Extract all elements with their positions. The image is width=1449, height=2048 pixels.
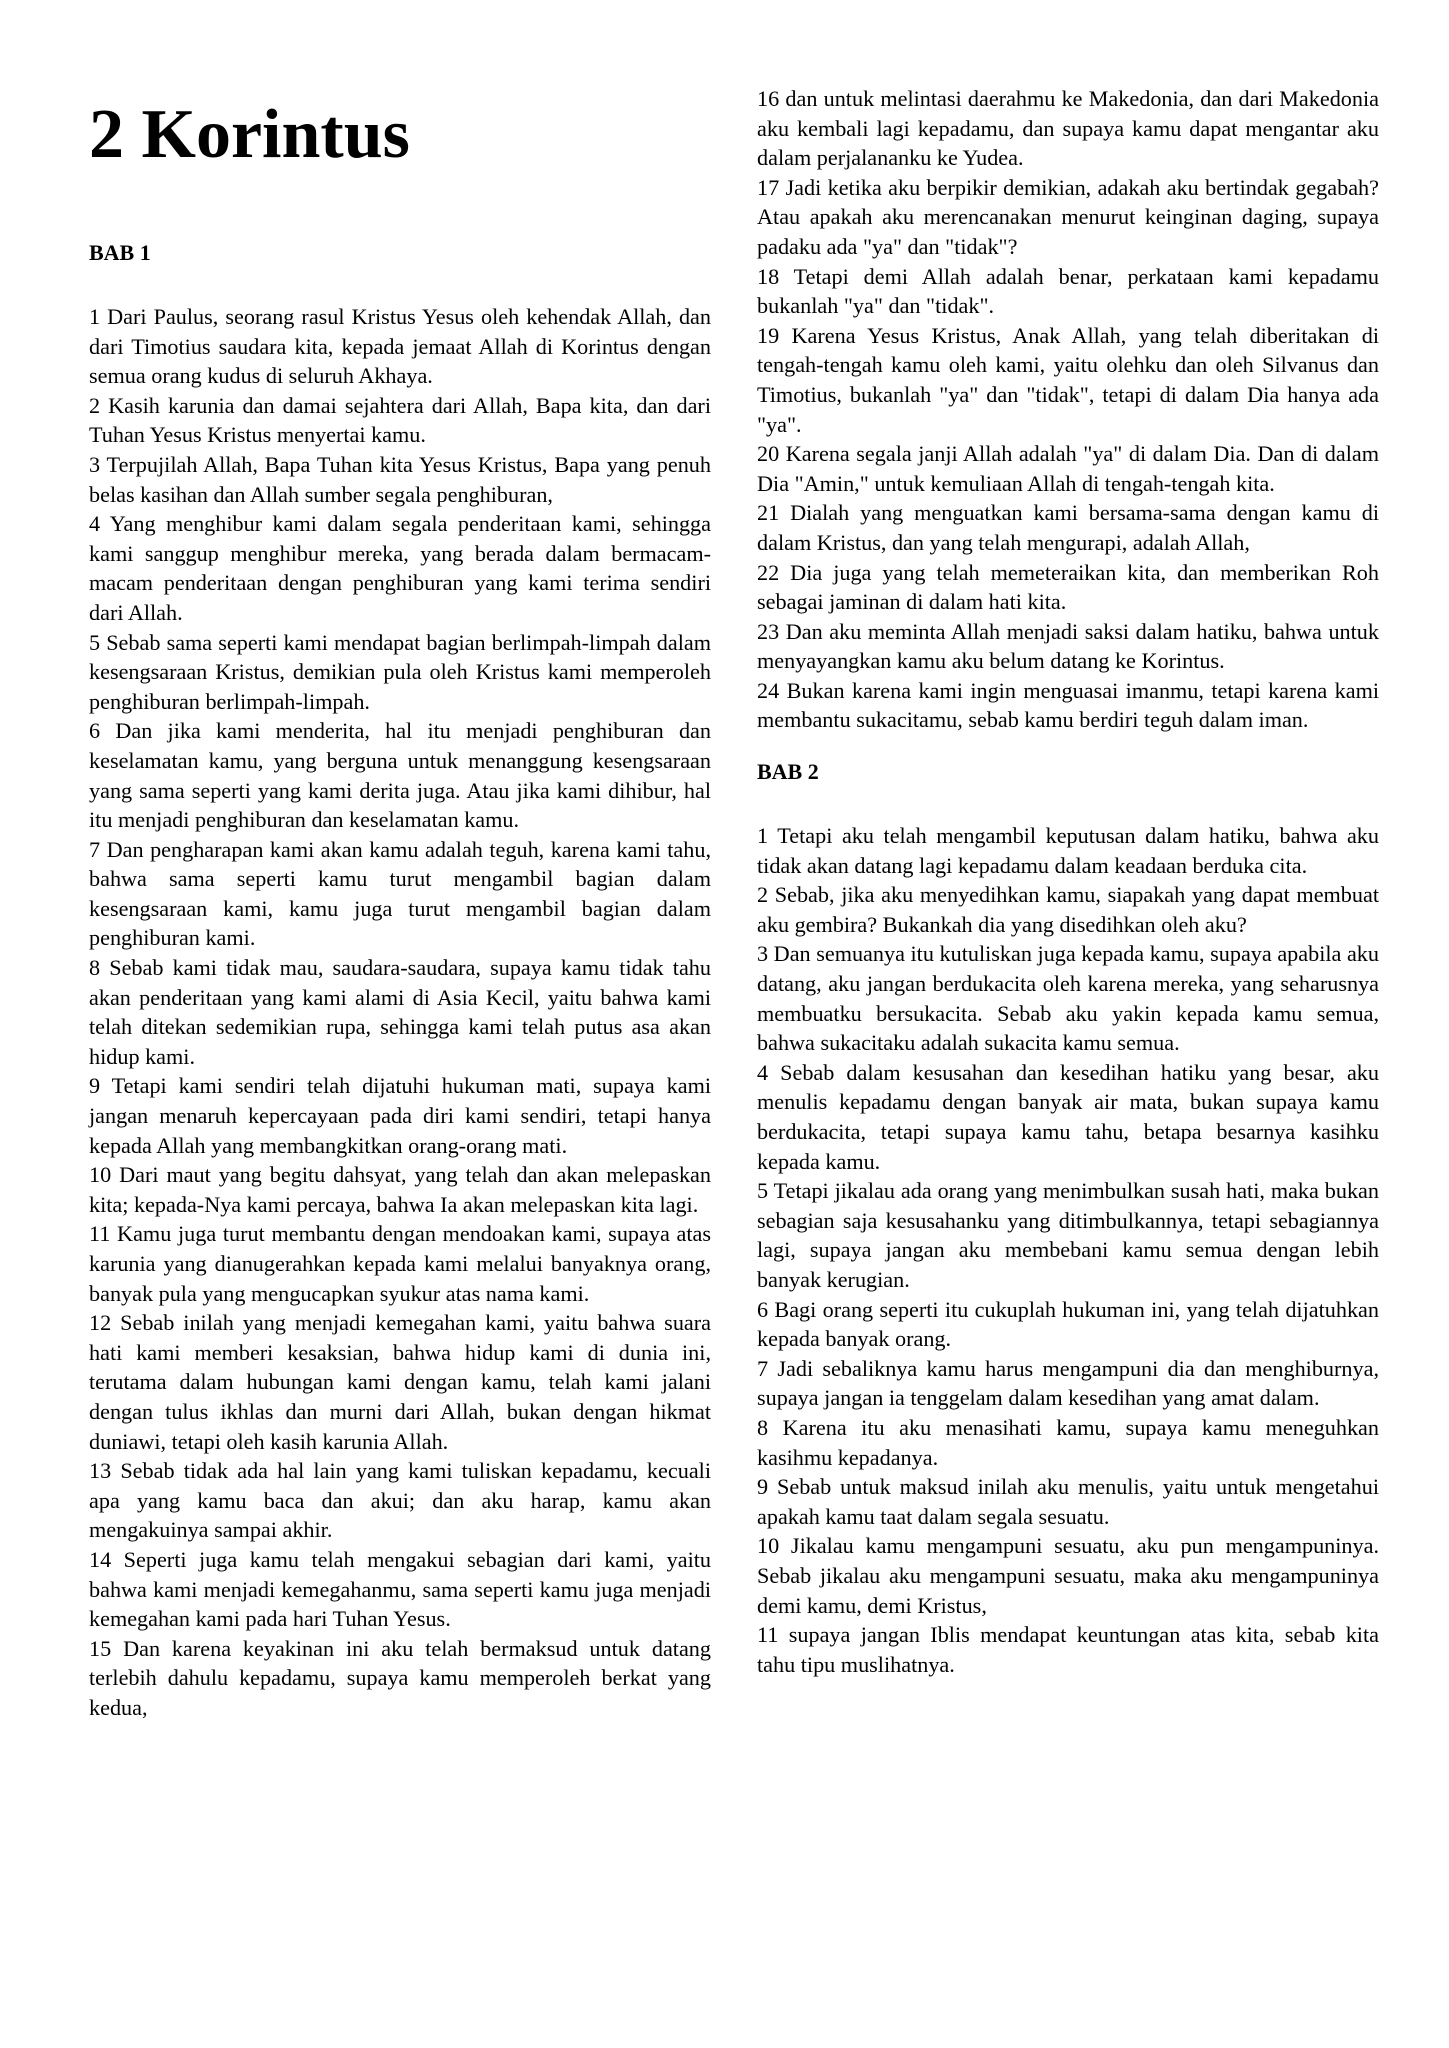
verse: 4 Sebab dalam kesusahan dan kesedihan hatiku yang besar, aku menulis kepadamu dengan banyak air mata, bukan supaya kamu berdukacita, tetapi supaya kamu tahu, betapa besarnya kasihku kepada kamu. <box>757 1059 1379 1174</box>
verse: 11 Kamu juga turut membantu dengan mendoakan kami, supaya atas karunia yang dianugerahkan kepada kami melalui banyaknya orang, banyak pula yang mengucapkan syukur atas nama kami. <box>89 1221 711 1306</box>
verse: 7 Dan pengharapan kami akan kamu adalah teguh, karena kami tahu, bahwa sama seperti kamu turut mengambil bagian dalam kesengsaraan kami, kamu juga turut mengambil bagian dalam penghiburan kami. <box>89 836 711 951</box>
verse: 6 Bagi orang seperti itu cukuplah hukuman ini, yang telah dijatuhkan kepada banyak orang. <box>757 1296 1379 1352</box>
book-title: 2 Korintus <box>89 96 410 173</box>
verse: 10 Jikalau kamu mengampuni sesuatu, aku pun mengampuninya. Sebab jikalau aku mengampuni sesuatu, maka aku mengampuninya demi kamu, demi Kristus, <box>757 1533 1379 1618</box>
verse: 4 Yang menghibur kami dalam segala penderitaan kami, sehingga kami sanggup menghibur mereka, yang berada dalam bermacam-macam penderitaan dengan penghiburan yang kami terima sendiri dari Allah. <box>89 511 711 625</box>
verse: 11 supaya jangan Iblis mendapat keuntungan atas kita, sebab kita tahu tipu muslihatnya. <box>757 1622 1379 1677</box>
verse: 23 Dan aku meminta Allah menjadi saksi dalam hatiku, bahwa untuk menyayangkan kamu aku belum datang ke Korintus. <box>757 618 1379 674</box>
verse: 8 Sebab kami tidak mau, saudara-saudara, supaya kamu tidak tahu akan penderitaan yang kami alami di Asia Kecil, yaitu bahwa kami telah ditekan sedemikian rupa, sehingga kami telah putus asa akan hidup kami. <box>89 955 711 1069</box>
verse: 24 Bukan karena kami ingin menguasai imanmu, tetapi karena kami membantu sukacitamu, sebab kamu berdiri teguh dalam iman. <box>757 677 1379 733</box>
verse: 9 Sebab untuk maksud inilah aku menulis, yaitu untuk mengetahui apakah kamu taat dalam segala sesuatu. <box>757 1474 1379 1529</box>
verse: 19 Karena Yesus Kristus, Anak Allah, yang telah diberitakan di tengah-tengah kamu oleh kami, yaitu olehku dan oleh Silvanus dan Timotius, bukanlah "ya" dan "tidak", tetapi di dalam Dia hanya ada "ya". <box>757 322 1379 437</box>
verse: 10 Dari maut yang begitu dahsyat, yang telah dan akan melepaskan kita; kepada-Nya kami percaya, bahwa Ia akan melepaskan kita lagi. <box>89 1162 711 1217</box>
verse: 15 Dan karena keyakinan ini aku telah bermaksud untuk datang terlebih dahulu kepadamu, supaya kamu memperoleh berkat yang kedua, <box>89 1635 711 1720</box>
chapter-heading-bab-1: BAB 1 <box>89 240 151 265</box>
verse: 3 Dan semuanya itu kutuliskan juga kepada kamu, supaya apabila aku datang, aku jangan berdukacita oleh karena mereka, yang seharusnya membuatku bersukacita. Sebab aku yakin kepada kamu semua, bahwa sukacitaku adalah sukacita kamu semua. <box>757 941 1379 1056</box>
verse: 6 Dan jika kami menderita, hal itu menjadi penghiburan dan keselamatan kamu, yang berguna untuk menanggung kesengsaraan yang sama seperti yang kami derita juga. Atau jika kami dihibur, hal itu menjadi penghiburan dan keselamatan kamu. <box>89 718 711 833</box>
verse: 5 Sebab sama seperti kami mendapat bagian berlimpah-limpah dalam kesengsaraan Kristus, demikian pula oleh Kristus kami memperoleh penghiburan berlimpah-limpah. <box>89 629 711 714</box>
verse: 1 Tetapi aku telah mengambil keputusan dalam hatiku, bahwa aku tidak akan datang lagi kepadamu dalam keadaan berduka cita. <box>757 823 1379 878</box>
verse: 14 Seperti juga kamu telah mengakui sebagian dari kami, yaitu bahwa kami menjadi kemegahanmu, sama seperti kamu juga menjadi kemegahan kami pada hari Tuhan Yesus. <box>89 1546 711 1632</box>
verse: 16 dan untuk melintasi daerahmu ke Makedonia, dan dari Makedonia aku kembali lagi kepadamu, dan supaya kamu dapat mengantar aku dalam perjalananku ke Yudea. <box>757 86 1379 171</box>
verse: 7 Jadi sebaliknya kamu harus mengampuni dia dan menghiburnya, supaya jangan ia tenggelam dalam kesedihan yang amat dalam. <box>757 1355 1379 1411</box>
verse: 9 Tetapi kami sendiri telah dijatuhi hukuman mati, supaya kami jangan menaruh kepercayaan pada diri kami sendiri, tetapi hanya kepada Allah yang membangkitkan orang-orang mati. <box>89 1073 711 1158</box>
verse: 22 Dia juga yang telah memeteraikan kita, dan memberikan Roh sebagai jaminan di dalam hati kita. <box>757 559 1379 615</box>
verse: 21 Dialah yang menguatkan kami bersama-sama dengan kamu di dalam Kristus, dan yang telah mengurapi, adalah Allah, <box>757 500 1379 555</box>
verse: 8 Karena itu aku menasihati kamu, supaya kamu meneguhkan kasihmu kepadanya. <box>757 1414 1379 1470</box>
left-column <box>89 84 711 1723</box>
verse: 12 Sebab inilah yang menjadi kemegahan kami, yaitu bahwa suara hati kami memberi kesaksian, bahwa hidup kami di dunia ini, terutama dalam hubungan kami dengan kamu, telah kami jalani dengan tulus ikhlas dan murni dari Allah, bukan dengan hikmat duniawi, tetapi oleh kasih karunia Allah. <box>89 1310 711 1454</box>
verse: 2 Kasih karunia dan damai sejahtera dari Allah, Bapa kita, dan dari Tuhan Yesus Kristus menyertai kamu. <box>89 392 711 448</box>
right-column <box>757 84 1379 1679</box>
chapter-heading-bab-2: BAB 2 <box>757 759 819 785</box>
verse: 3 Terpujilah Allah, Bapa Tuhan kita Yesus Kristus, Bapa yang penuh belas kasihan dan Allah sumber segala penghiburan, <box>89 451 711 507</box>
verse: 5 Tetapi jikalau ada orang yang menimbulkan susah hati, maka bukan sebagian saja kesusahanku yang ditimbulkannya, tetapi sebagiannya lagi, supaya jangan aku membebani kamu semua dengan lebih banyak kerugian. <box>757 1178 1379 1292</box>
verse: 17 Jadi ketika aku berpikir demikian, adakah aku bertindak gegabah? Atau apakah aku merencanakan menurut keinginan daging, supaya padaku ada "ya" dan "tidak"? <box>757 174 1379 259</box>
verse: 2 Sebab, jika aku menyedihkan kamu, siapakah yang dapat membuat aku gembira? Bukankah dia yang disedihkan oleh aku? <box>757 882 1379 937</box>
verse: 18 Tetapi demi Allah adalah benar, perkataan kami kepadamu bukanlah "ya" dan "tidak". <box>757 263 1379 319</box>
verse: 1 Dari Paulus, seorang rasul Kristus Yesus oleh kehendak Allah, dan dari Timotius saudara kita, kepada jemaat Allah di Korintus dengan semua orang kudus di seluruh Akhaya. <box>89 304 711 389</box>
verse: 13 Sebab tidak ada hal lain yang kami tuliskan kepadamu, kecuali apa yang kamu baca dan akui; dan aku harap, kamu akan mengakuinya sampai akhir. <box>89 1458 711 1543</box>
verse: 20 Karena segala janji Allah adalah "ya" di dalam Dia. Dan di dalam Dia "Amin," untuk kemuliaan Allah di tengah-tengah kita. <box>757 441 1379 496</box>
